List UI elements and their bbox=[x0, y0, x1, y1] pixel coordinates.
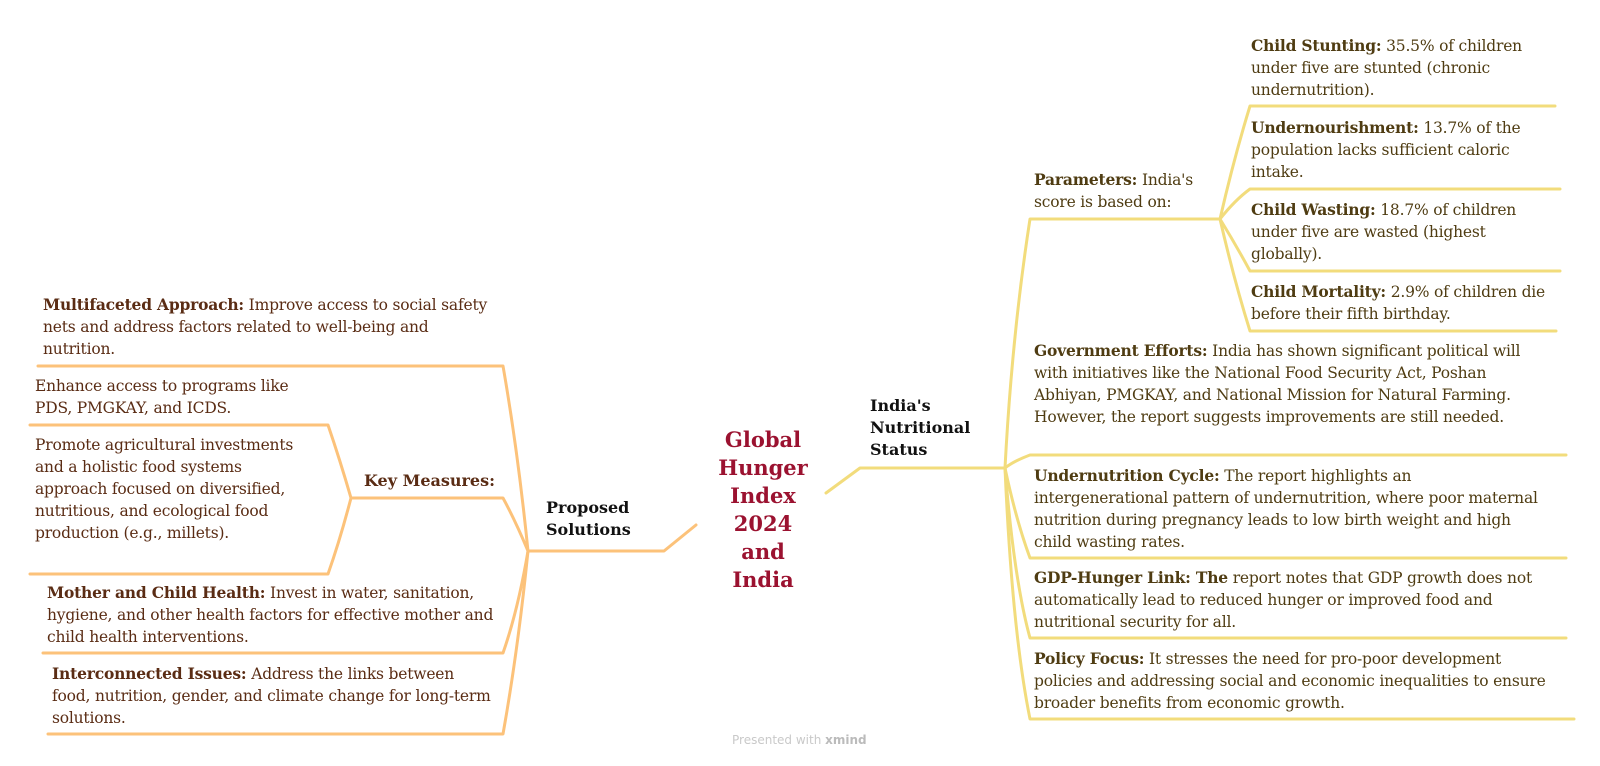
footer-prefix: Presented with bbox=[732, 733, 822, 747]
topic-lead: Interconnected Issues: bbox=[52, 664, 247, 683]
topic-child-stunting[interactable] bbox=[1251, 35, 1556, 101]
topic-text: The report highlights an intergenerational pattern of undernutrition, where poor maternal nutrition during pregnancy leads to low birth weight and high child wasting rates. bbox=[1034, 467, 1538, 551]
connector-left-keymeasures bbox=[351, 498, 528, 551]
topic-key-measures-label: Key Measures: bbox=[364, 471, 496, 490]
topic-key-measures[interactable] bbox=[364, 470, 504, 492]
connector-central-right bbox=[826, 468, 1005, 493]
topic-text: 18.7% of children under five are wasted (highest globally). bbox=[1251, 201, 1517, 263]
topic-text: It stresses the need for pro-poor development policies and addressing social and economic inequalities to ensure broader benefits from economic growth. bbox=[1034, 650, 1546, 712]
topic-child-wasting[interactable] bbox=[1251, 199, 1556, 265]
central-line: Index bbox=[730, 483, 796, 508]
topic-policy-focus[interactable] bbox=[1034, 648, 1564, 714]
topic-parameters[interactable] bbox=[1034, 169, 1212, 213]
topic-lead: Multifaceted Approach: bbox=[43, 295, 244, 314]
topic-text: Promote agricultural investments and a holistic food systems approach focused on diversified, nutritious, and ecological food production (e.g., millets). bbox=[35, 436, 294, 542]
topic-proposed-solutions[interactable] bbox=[546, 497, 650, 541]
topic-text: Improve access to social safety nets and address factors related to well-being and nutrition. bbox=[43, 296, 488, 358]
topic-nutritional-status[interactable] bbox=[870, 395, 996, 461]
topic-undernourishment[interactable] bbox=[1251, 117, 1556, 183]
topic-multifaceted-approach[interactable] bbox=[43, 294, 493, 360]
topic-parameters-text: India's score is based on: bbox=[1034, 171, 1193, 211]
topic-text: India has shown significant political will with initiatives like the National Food Security Act, Poshan Abhiyan, PMGKAY, and National Mission for Natural Farming. However, the report suggests improvements are still needed. bbox=[1034, 342, 1521, 426]
topic-government-efforts[interactable] bbox=[1034, 340, 1554, 428]
central-line: Global bbox=[724, 427, 802, 452]
central-topic[interactable] bbox=[700, 426, 826, 594]
topic-lead: Policy Focus: bbox=[1034, 649, 1145, 668]
topic-lead: Mother and Child Health: bbox=[47, 583, 266, 602]
topic-text: 13.7% of the population lacks sufficient caloric intake. bbox=[1251, 119, 1521, 181]
topic-proposed-solutions-label: Proposed Solutions bbox=[546, 498, 631, 539]
topic-text: Invest in water, sanitation, hygiene, and other health factors for effective mother and child health interventions. bbox=[47, 584, 494, 646]
central-line: and bbox=[741, 539, 785, 564]
topic-lead: GDP-Hunger Link: The bbox=[1034, 568, 1228, 587]
central-line: Hunger bbox=[718, 455, 808, 480]
topic-text: 35.5% of children under five are stunted (chronic undernutrition). bbox=[1251, 37, 1522, 99]
topic-gdp-hunger-link[interactable] bbox=[1034, 567, 1554, 633]
topic-parameters-lead: Parameters: bbox=[1034, 170, 1138, 189]
topic-nutritional-status-label: India's Nutritional Status bbox=[870, 396, 971, 459]
xmind-logo: xmind bbox=[825, 733, 867, 747]
topic-text: 2.9% of children die before their fifth birthday. bbox=[1251, 283, 1546, 323]
topic-mother-child-health[interactable] bbox=[47, 582, 497, 648]
topic-text: Address the links between food, nutrition, gender, and climate change for long-term solutions. bbox=[52, 665, 491, 727]
central-line: India bbox=[732, 567, 794, 592]
topic-text: Enhance access to programs like PDS, PMGKAY, and ICDS. bbox=[35, 377, 289, 417]
topic-lead: Child Mortality: bbox=[1251, 282, 1386, 301]
topic-enhance-access[interactable] bbox=[35, 375, 325, 419]
presented-with-footer bbox=[732, 733, 867, 747]
topic-undernutrition-cycle[interactable] bbox=[1034, 465, 1549, 553]
topic-lead: Undernourishment: bbox=[1251, 118, 1419, 137]
topic-interconnected-issues[interactable] bbox=[52, 663, 497, 729]
topic-lead: Child Wasting: bbox=[1251, 200, 1376, 219]
topic-lead: Child Stunting: bbox=[1251, 36, 1382, 55]
topic-child-mortality[interactable] bbox=[1251, 281, 1556, 325]
topic-lead: Government Efforts: bbox=[1034, 341, 1208, 360]
central-line: 2024 bbox=[733, 511, 793, 536]
topic-promote-agriculture[interactable] bbox=[35, 434, 317, 544]
topic-text: report notes that GDP growth does not automatically lead to reduced hunger or improved food and nutritional security for all. bbox=[1034, 569, 1532, 631]
topic-lead: Undernutrition Cycle: bbox=[1034, 466, 1220, 485]
